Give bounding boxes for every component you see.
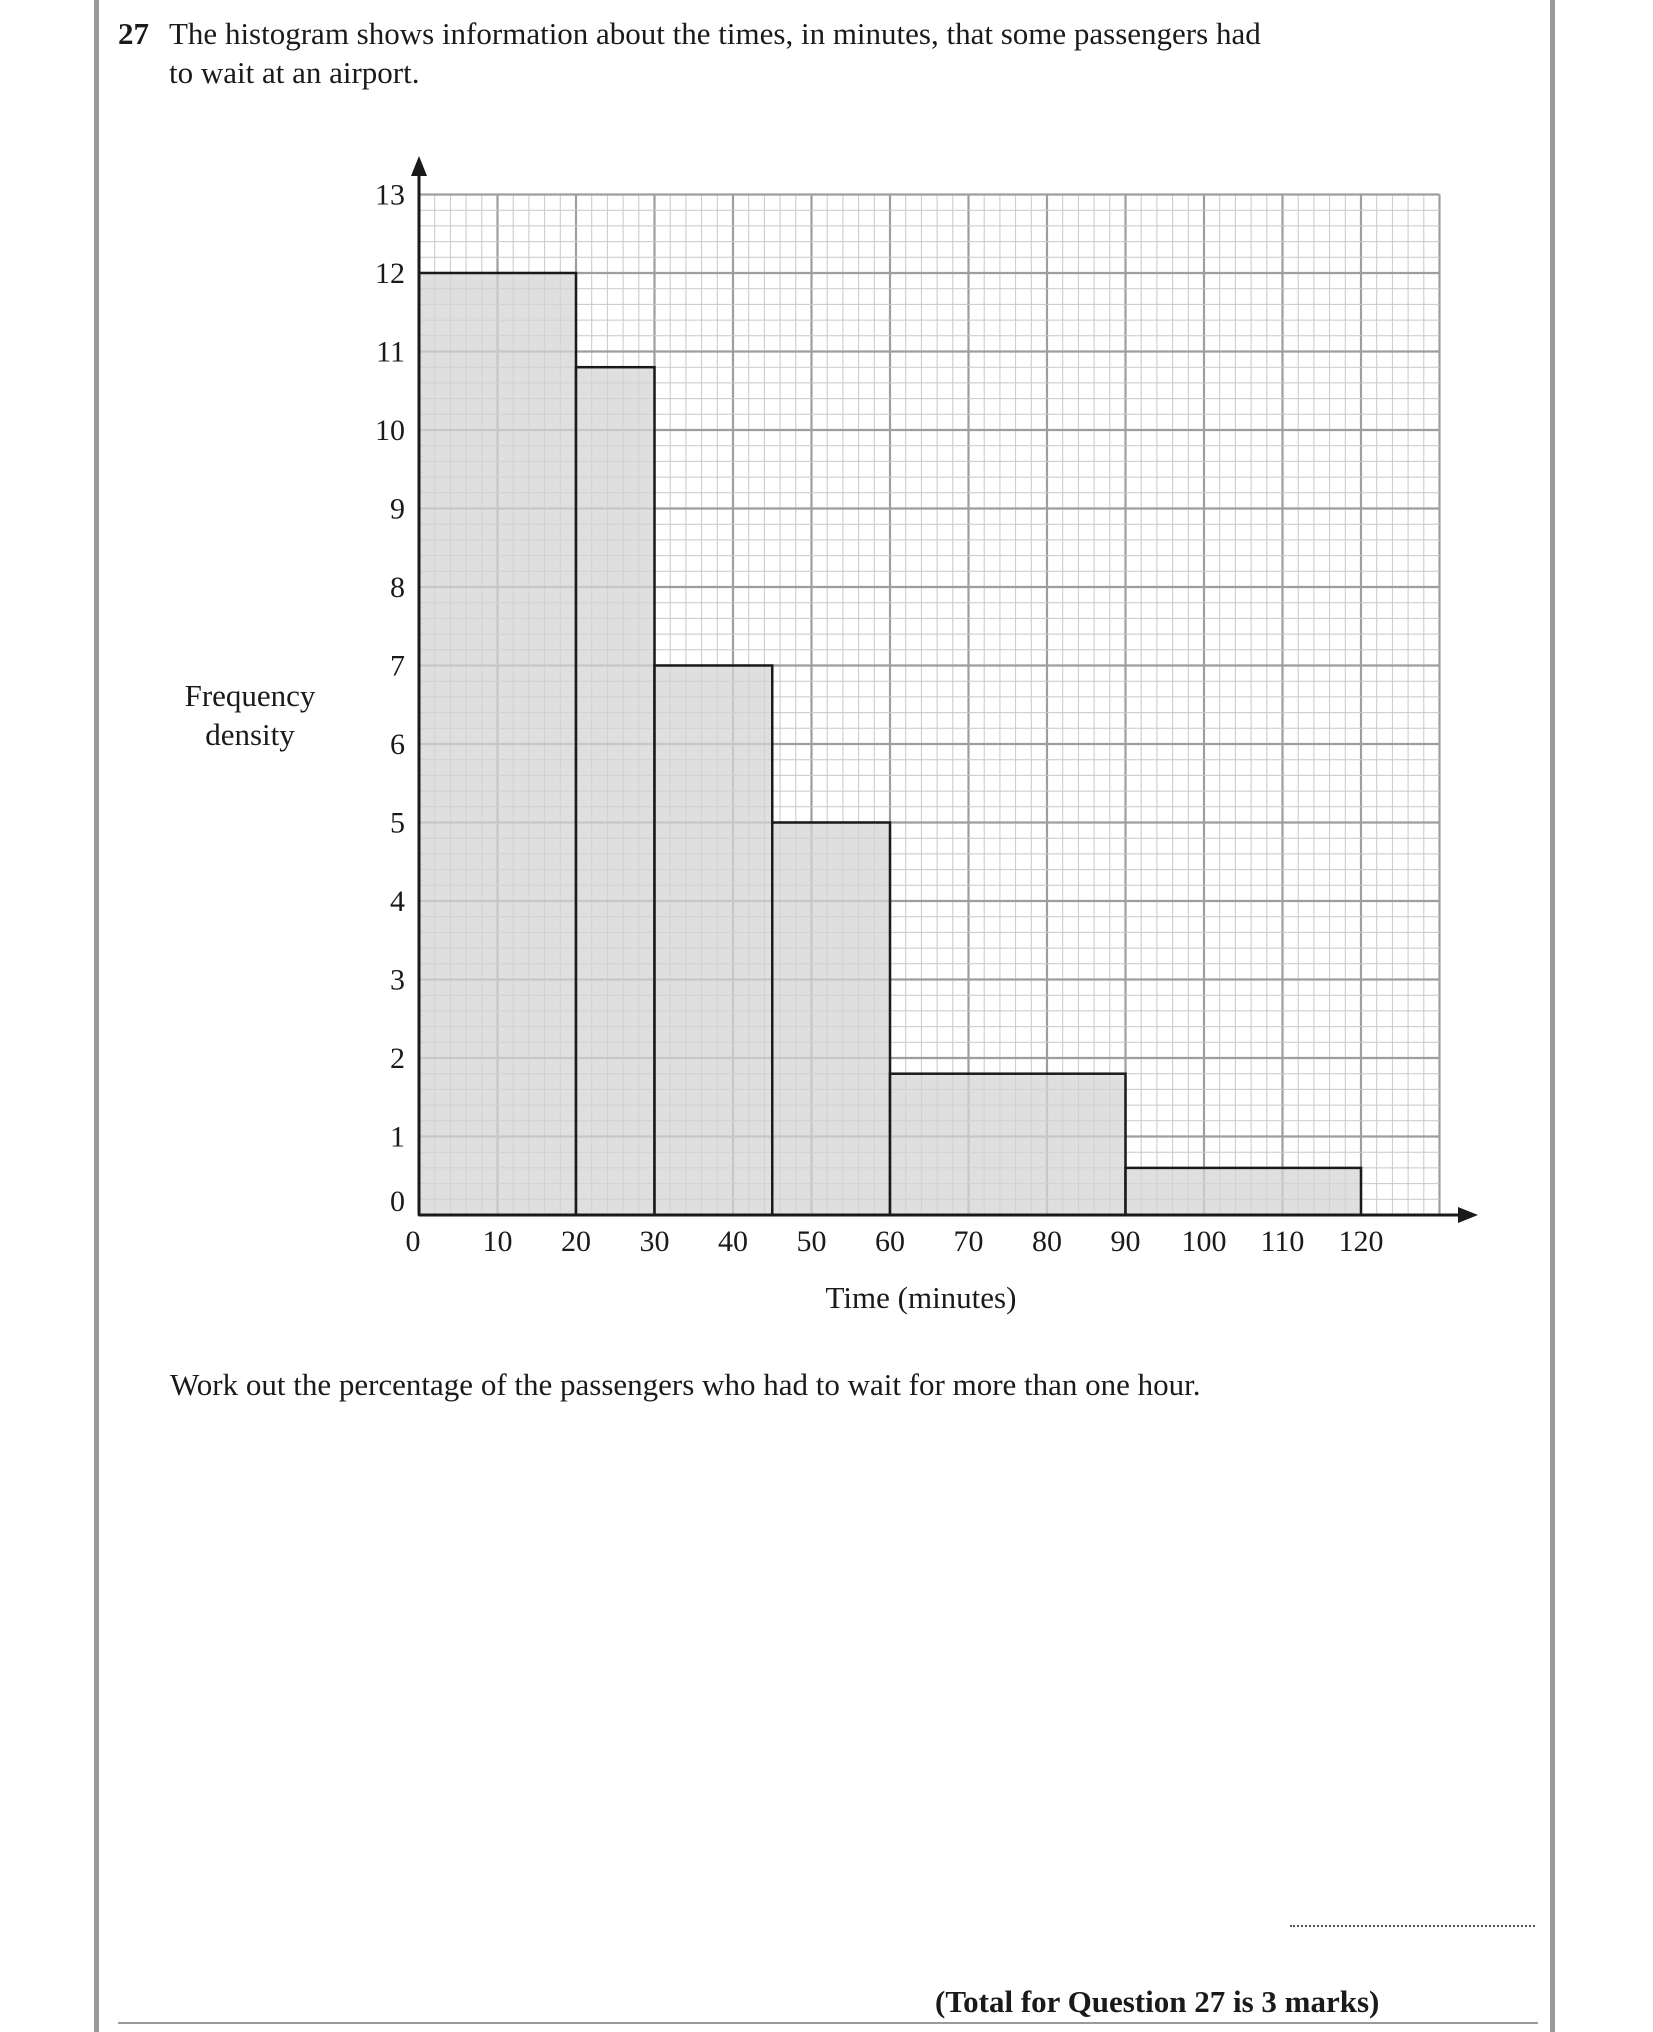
- histogram-bar-45-60: [772, 823, 890, 1216]
- y-tick-label: 4: [390, 885, 405, 918]
- y-tick-label: 13: [375, 178, 405, 212]
- x-tick-label: 70: [953, 1225, 984, 1258]
- x-tick-label: 110: [1260, 1225, 1305, 1258]
- y-tick-label: 9: [390, 492, 405, 526]
- x-tick-label: 0: [405, 1225, 421, 1258]
- x-tick-label: 60: [875, 1225, 905, 1258]
- histogram-bar-60-90: [890, 1074, 1126, 1215]
- histogram-bar-30-45: [655, 666, 773, 1216]
- y-tick-label: 5: [390, 806, 405, 840]
- question-text-line-2: to wait at an airport.: [169, 55, 420, 90]
- y-axis-arrow-icon: [411, 156, 427, 176]
- x-tick-label: 10: [482, 1225, 513, 1258]
- x-tick-label: 30: [639, 1225, 670, 1258]
- x-tick-label: 80: [1032, 1225, 1062, 1258]
- bottom-rule: [118, 2022, 1538, 2024]
- answer-line[interactable]: [1290, 1925, 1535, 1927]
- y-tick-label: 2: [390, 1042, 405, 1075]
- y-tick-label: 1: [390, 1120, 405, 1154]
- histogram-bar-90-120: [1126, 1168, 1362, 1215]
- y-tick-label: 11: [376, 335, 405, 369]
- y-axis-label-line-1: Frequency: [184, 678, 316, 713]
- x-tick-label: 40: [718, 1225, 748, 1258]
- y-axis-label-line-2: density: [205, 717, 295, 752]
- y-tick-label: 6: [390, 728, 405, 761]
- x-tick-label: 20: [561, 1225, 591, 1258]
- y-tick-label: 0: [390, 1185, 405, 1218]
- question-number: 27: [118, 16, 149, 51]
- y-tick-label: 10: [375, 414, 405, 447]
- histogram-bar-20-30: [576, 367, 655, 1215]
- x-axis-label: Time (minutes): [825, 1280, 1017, 1315]
- x-tick-label: 100: [1181, 1225, 1227, 1258]
- y-tick-label: 3: [390, 963, 405, 997]
- question-text-line-1: The histogram shows information about the times, in minutes, that some passengers had: [169, 16, 1261, 51]
- x-tick-label: 50: [796, 1225, 827, 1258]
- y-tick-label: 8: [390, 571, 405, 604]
- total-marks: (Total for Question 27 is 3 marks): [935, 1984, 1380, 2019]
- histogram-bar-0-20: [419, 273, 576, 1215]
- y-tick-label: 7: [390, 649, 405, 683]
- x-tick-label: 120: [1338, 1225, 1384, 1258]
- x-tick-label: 90: [1110, 1225, 1141, 1258]
- x-axis-arrow-icon: [1458, 1207, 1478, 1223]
- y-tick-label: 12: [375, 257, 405, 290]
- question-prompt: Work out the percentage of the passengers who had to wait for more than one hour.: [170, 1367, 1201, 1402]
